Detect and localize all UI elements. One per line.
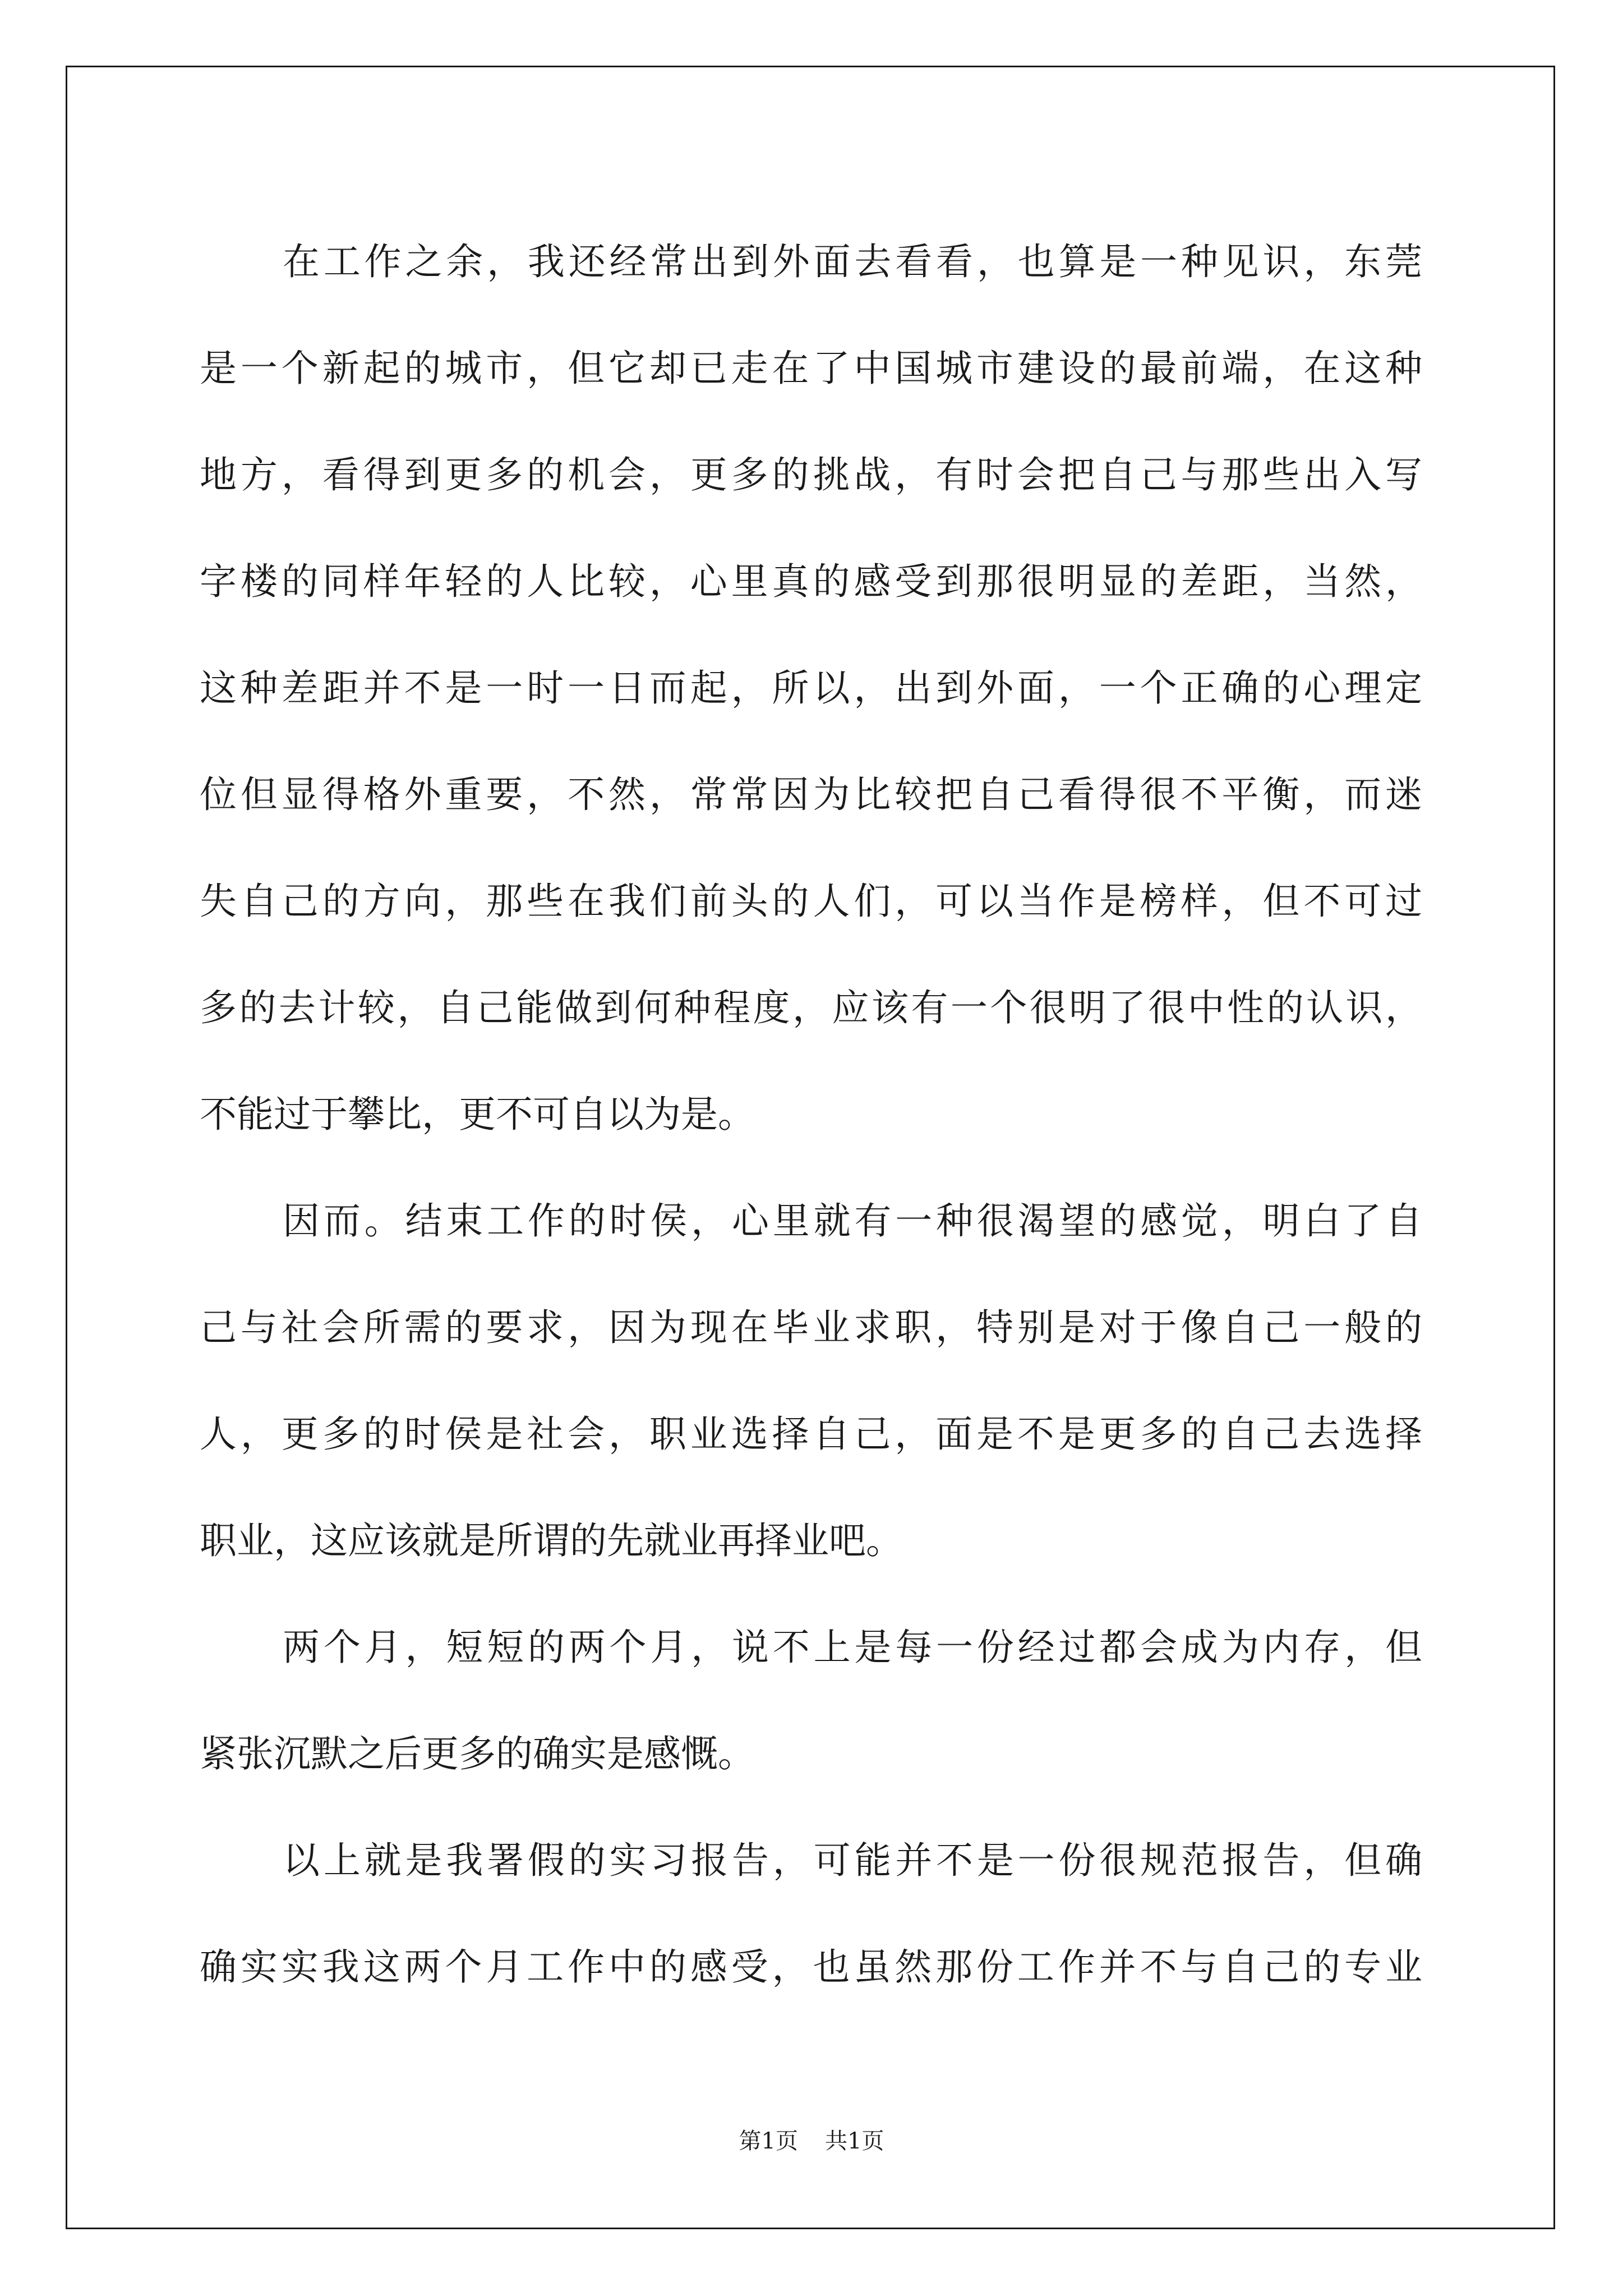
paragraph-line: 紧张沉默之后更多的确实是感慨。 bbox=[200, 1732, 755, 1775]
paragraph-line: 多的去计较，自己能做到何种程度，应该有一个很明了很中性的认识， bbox=[200, 986, 1422, 1029]
paragraph-line: 字楼的同样年轻的人比较，心里真的感受到那很明显的差距，当然， bbox=[200, 560, 1422, 603]
paragraph-line: 因而。结束工作的时侯，心里就有一种很渴望的感觉，明白了自 bbox=[283, 1199, 1422, 1243]
page-total: 共1页 bbox=[825, 2128, 884, 2154]
paragraph-line: 这种差距并不是一时一日而起，所以，出到外面，一个正确的心理定 bbox=[200, 666, 1422, 710]
paragraph-line: 确实实我这两个月工作中的感受，也虽然那份工作并不与自己的专业 bbox=[200, 1945, 1422, 1989]
page-number: 第1页 bbox=[739, 2128, 798, 2154]
paragraph-line: 职业，这应该就是所谓的先就业再择业吧。 bbox=[200, 1519, 903, 1562]
paragraph-line: 以上就是我署假的实习报告，可能并不是一份很规范报告，但确 bbox=[283, 1839, 1422, 1882]
paragraph-line: 失自己的方向，那些在我们前头的人们，可以当作是榜样，但不可过 bbox=[200, 880, 1422, 923]
paragraph-line: 地方，看得到更多的机会，更多的挑战，有时会把自己与那些出入写 bbox=[200, 453, 1422, 496]
paragraph-line: 是一个新起的城市，但它却已走在了中国城市建设的最前端，在这种 bbox=[200, 347, 1422, 390]
paragraph-line: 两个月，短短的两个月，说不上是每一份经过都会成为内存，但 bbox=[283, 1626, 1422, 1669]
paragraph-line: 不能过于攀比，更不可自以为是。 bbox=[200, 1093, 755, 1136]
paragraph-line: 人，更多的时侯是社会，职业选择自己，面是不是更多的自己去选择 bbox=[200, 1412, 1422, 1456]
document-body bbox=[200, 209, 1422, 2021]
paragraph-line: 在工作之余，我还经常出到外面去看看，也算是一种见识，东莞 bbox=[283, 240, 1422, 283]
paragraph-line: 己与社会所需的要求，因为现在毕业求职，特别是对于像自己一般的 bbox=[200, 1306, 1422, 1349]
page-footer bbox=[0, 2123, 1623, 2155]
paragraph-line: 位但显得格外重要，不然，常常因为比较把自己看得很不平衡，而迷 bbox=[200, 773, 1422, 816]
